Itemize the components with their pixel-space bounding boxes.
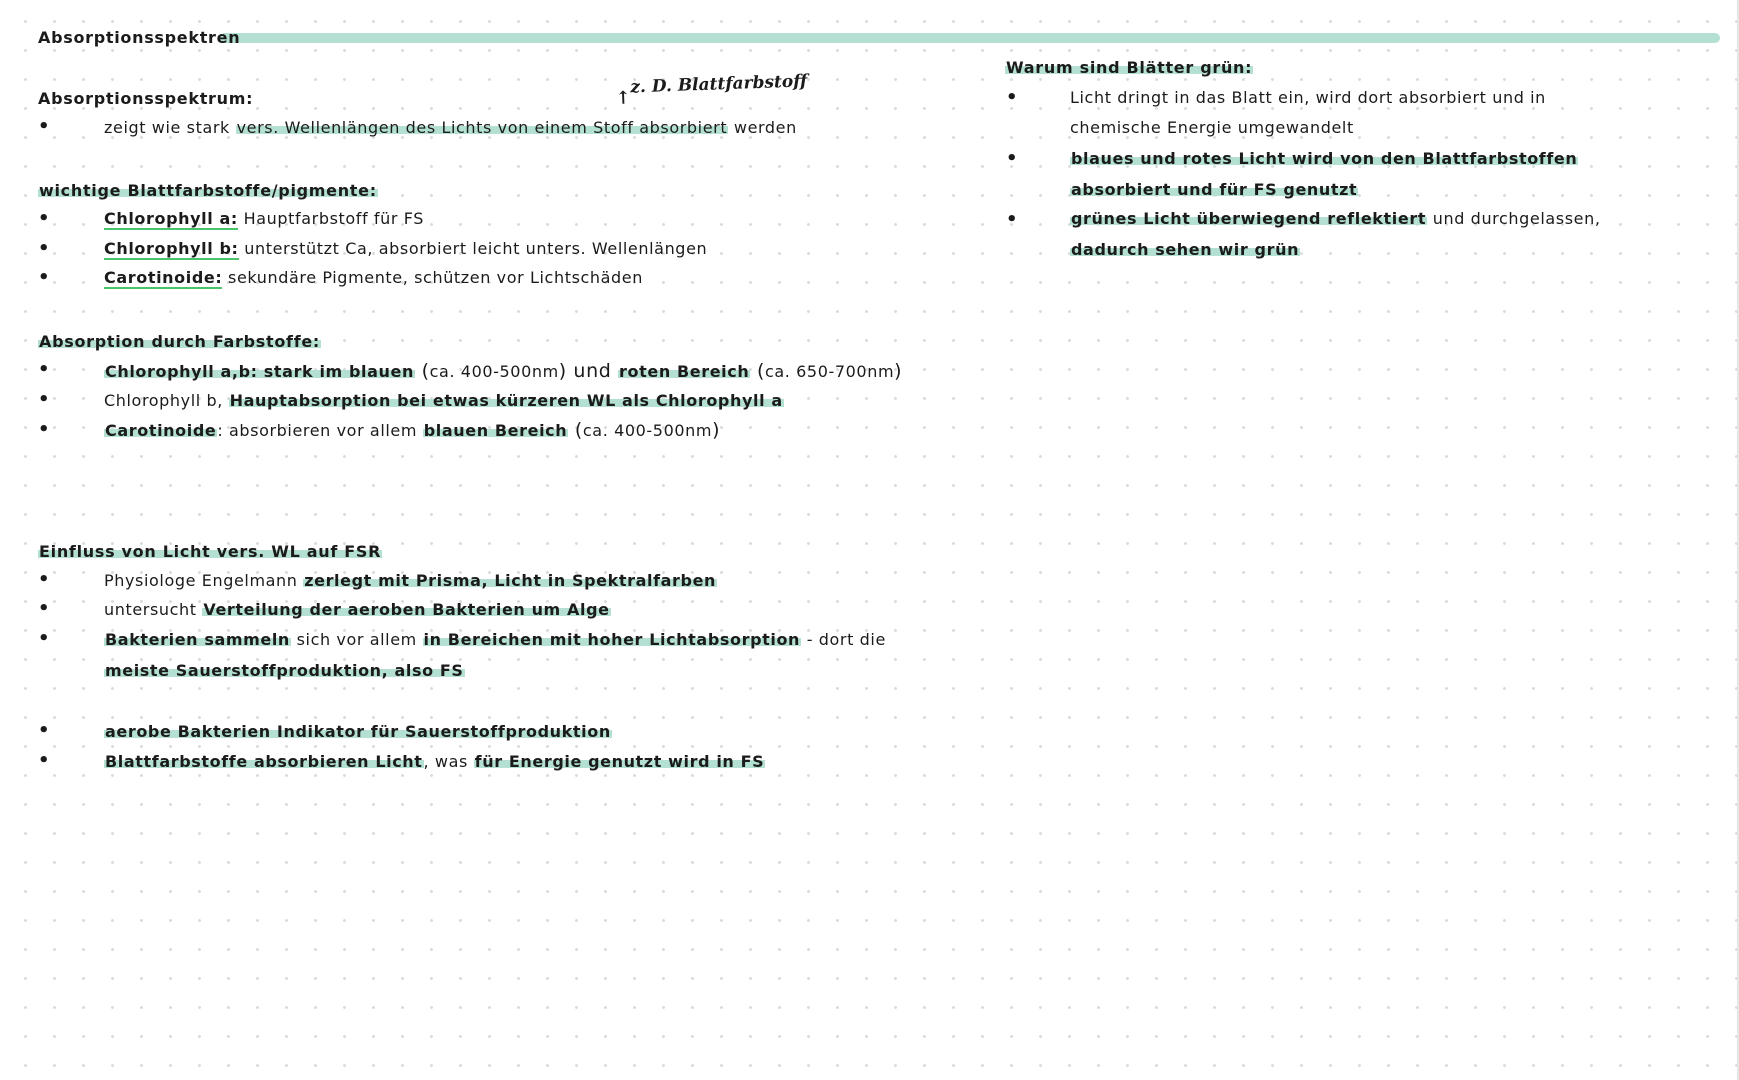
highlighted-text: für Energie genutzt wird in FS: [474, 752, 765, 771]
highlighted-text: Bakterien sammeln: [105, 630, 290, 649]
highlighted-text: grünes Licht überwiegend reflektiert: [1071, 209, 1427, 228]
list-item: [104, 570, 717, 592]
text-segment: Physiologe Engelmann: [104, 571, 304, 590]
list-item: [104, 390, 784, 412]
bullet-icon: •: [38, 720, 50, 741]
list-item: [104, 360, 902, 383]
list-item: [104, 208, 424, 230]
section-heading-einfluss-licht: [38, 541, 382, 563]
highlighted-text: Verteilung der aeroben Bakterien um Alge: [203, 600, 610, 619]
list-item: [104, 751, 765, 773]
list-item-continuation: [104, 660, 465, 682]
bullet-icon: •: [38, 359, 50, 380]
bullet-icon: •: [38, 116, 50, 137]
text-segment: ca. 400-500nm: [429, 362, 559, 381]
text-segment: ca. 400-500nm: [582, 421, 713, 440]
text-segment: werden: [728, 118, 797, 137]
text-segment: Chlorophyll b,: [104, 391, 229, 410]
list-item: [104, 267, 643, 289]
highlighted-text: blaues und rotes Licht wird von den Blattfarbstoffen: [1071, 149, 1578, 168]
text-segment: zeigt wie stark: [104, 118, 236, 137]
highlighted-text: Blattfarbstoffe absorbieren Licht: [105, 752, 423, 771]
bullet-icon: •: [38, 598, 50, 619]
bullet-icon: •: [1006, 148, 1018, 169]
text-segment: chemische Energie umgewandelt: [1070, 118, 1354, 137]
text-segment: (: [414, 360, 430, 382]
bullet-icon: •: [38, 569, 50, 590]
bullet-icon: •: [38, 419, 50, 440]
text-segment: (: [568, 419, 583, 441]
underlined-term: Chlorophyll a:: [104, 209, 238, 228]
heading-text: Absorptionsspektrum:: [38, 89, 254, 108]
text-segment: und durchgelassen,: [1427, 209, 1601, 228]
bullet-icon: •: [38, 628, 50, 649]
list-item: [104, 117, 797, 139]
bullet-icon: •: [1006, 87, 1018, 108]
list-item: [104, 629, 886, 651]
page-title: [38, 27, 240, 49]
highlighted-text: vers. Wellenlängen des Lichts von einem Stoff absorbiert: [236, 118, 728, 137]
highlighted-text: dadurch sehen wir grün: [1071, 240, 1300, 259]
bullet-icon: •: [38, 267, 50, 288]
text-segment: ) und: [558, 360, 619, 382]
underlined-term: Carotinoide:: [104, 268, 223, 287]
text-segment: sich vor allem: [290, 630, 423, 649]
text-segment: : absorbieren vor allem: [217, 421, 423, 440]
text-segment: untersucht: [104, 600, 203, 619]
list-item-continuation: [1070, 179, 1358, 201]
list-item: [1070, 148, 1578, 170]
highlighted-text: Hauptabsorption bei etwas kürzeren WL als Chlorophyll a: [229, 391, 783, 410]
annotation-text: z. D. Blattfarbstoff: [629, 71, 808, 98]
text-segment: ): [712, 419, 721, 441]
text-segment: sekundäre Pigmente, schützen vor Lichtschäden: [222, 268, 643, 287]
highlighted-text: absorbiert und für FS genutzt: [1071, 180, 1358, 199]
highlighted-text: blauen Bereich: [423, 421, 568, 440]
text-segment: - dort die: [801, 630, 886, 649]
list-item: [1070, 208, 1601, 230]
highlighted-heading: Einfluss von Licht vers. WL auf FSR: [39, 542, 382, 561]
bullet-icon: •: [38, 208, 50, 229]
list-item-continuation: [1070, 239, 1300, 261]
highlighted-heading: Warum sind Blätter grün:: [1006, 58, 1253, 77]
list-item: [104, 721, 612, 743]
text-segment: , was: [423, 752, 474, 771]
text-segment: unterstützt Ca, absorbiert leicht unters. Wellenlängen: [238, 239, 708, 258]
bullet-icon: •: [38, 750, 50, 771]
highlighted-heading: Absorption durch Farbstoffe:: [39, 332, 321, 351]
text-segment: Hauptfarbstoff für FS: [237, 209, 425, 228]
text-segment: ca. 650-700nm: [764, 362, 895, 381]
list-item: [104, 419, 720, 442]
highlighted-text: Carotinoide: [105, 421, 217, 440]
bullet-icon: •: [38, 389, 50, 410]
highlighted-heading: wichtige Blattfarbstoffe/pigmente:: [39, 181, 377, 200]
highlighted-text: zerlegt mit Prisma, Licht in Spektralfarben: [304, 571, 717, 590]
highlighted-text: Chlorophyll a,b: stark im blauen: [105, 362, 414, 381]
underlined-term: Chlorophyll b:: [104, 239, 239, 258]
text-segment: (: [750, 360, 765, 382]
highlighted-text: in Bereichen mit hoher Lichtabsorption: [423, 630, 801, 649]
section-heading-absorptionsspektrum: [38, 88, 253, 110]
list-item-continuation: [1070, 117, 1354, 139]
bullet-icon: •: [1006, 209, 1018, 230]
section-heading-warum-gruen: [1005, 57, 1253, 79]
section-heading-blattfarbstoffe: [38, 180, 378, 202]
list-item: [104, 599, 611, 621]
highlighted-text: aerobe Bakterien Indikator für Sauerstoffproduktion: [105, 722, 611, 741]
page-title-text: Absorptionsspektren: [38, 28, 241, 47]
annotation-arrow-icon: ↑: [615, 87, 632, 109]
list-item: [1070, 87, 1546, 109]
list-item: [104, 238, 707, 260]
bullet-icon: •: [38, 238, 50, 259]
text-segment: Licht dringt in das Blatt ein, wird dort absorbiert und in: [1070, 88, 1546, 107]
highlighted-text: roten Bereich: [619, 362, 750, 381]
section-heading-absorption-farbstoffe: [38, 331, 321, 353]
text-segment: ): [894, 360, 903, 382]
title-highlight-bar: [220, 33, 1720, 43]
highlighted-text: meiste Sauerstoffproduktion, also FS: [105, 661, 464, 680]
